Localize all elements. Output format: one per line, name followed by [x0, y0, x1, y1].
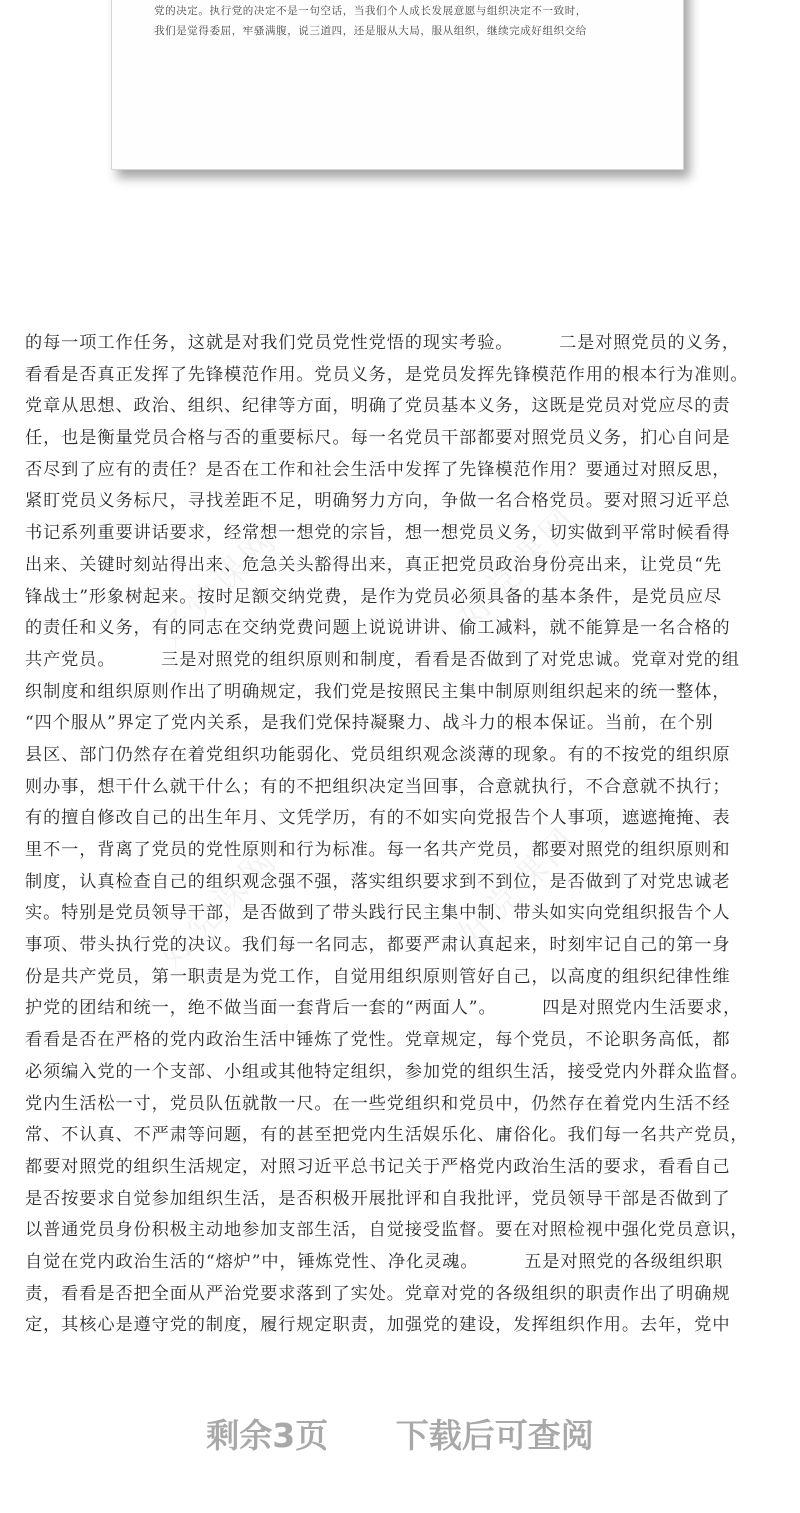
text-line: 都要对照党的组织生活规定，对照习近平总书记关于严格党内政治生活的要求，看看自己 — [25, 1156, 731, 1177]
watermark: 好党课网 — [450, 819, 587, 955]
text-line: 的责任和义务，有的同志在交纳党费问题上说说讲讲、偷工减料，就不能算是一名合格的 — [25, 618, 731, 639]
text-line: 看看是否真正发挥了先锋模范作用。党员义务，是党员发挥先锋模范作用的根本行为准则。 — [25, 364, 749, 385]
text-line: 书记系列重要讲话要求，经常想一想党的宗旨，想一想党员义务，切实做到平常时候看得 — [25, 523, 731, 544]
text-line: 共产党员。 三是对照党的组织原则和制度，看看是否做到了对党忠诚。党章对党的组 — [25, 649, 740, 670]
text-line: 紧盯党员义务标尺，寻找差距不足，明确努力方向，争做一名合格党员。要对照习近平总 — [25, 491, 731, 512]
download-to-view-label[interactable]: 下载后可查阅 — [395, 1416, 594, 1455]
remaining-pages-label[interactable]: 剩余3页 — [206, 1416, 329, 1455]
text-line: 锋战士”形象树起来。按时足额交纳党费，是作为党员必须具备的基本条件，是党员应尽 — [25, 586, 723, 607]
text-line: 事项、带头执行党的决议。我们每一名同志，都要严肃认真起来，时刻牢记自己的第一身 — [25, 935, 731, 956]
document-body — [25, 331, 785, 1345]
watermark: 好党课网 — [450, 499, 587, 635]
text-line: 定，其核心是遵守党的制度，履行规定职责，加强党的建设，发挥组织作用。去年，党中 — [25, 1315, 731, 1336]
text-line: 县区、部门仍然存在着党组织功能弱化、党员组织观念淡薄的现象。有的不按党的组织原 — [25, 744, 731, 765]
text-line: 有的擅自修改自己的出生年月、文凭学历，有的不如实向党报告个人事项，遮遮掩掩、表 — [25, 808, 731, 829]
watermark: 好党课网 — [150, 519, 287, 655]
text-line: 自觉在党内政治生活的“熔炉”中，锤炼党性、净化灵魂。 五是对照党的各级组织职 — [25, 1251, 724, 1272]
text-line: 份是共产党员，第一职责是为党工作，自觉用组织原则管好自己，以高度的组织纪律性维 — [25, 966, 731, 987]
text-line: 必须编入党的一个支部、小组或其他特定组织，参加党的组织生活，接受党内外群众监督。 — [25, 1061, 749, 1082]
text-line: 责，看看是否把全面从严治党要求落到了实处。党章对党的各级组织的职责作出了明确规 — [25, 1283, 731, 1304]
preview-line: 我们是觉得委屈，牢骚满腹，说三道四，还是服从大局，服从组织，继续完成好组织交给 — [154, 25, 587, 37]
text-line: 任，也是衡量党员合格与否的重要标尺。每一名党员干部都要对照党员义务，扪心自问是 — [25, 428, 731, 449]
text-line: 织制度和组织原则作出了明确规定，我们党是按照民主集中制原则组织起来的统一整体， — [25, 681, 731, 702]
text-line: 是否按要求自觉参加组织生活，是否积极开展批评和自我批评，党员领导干部是否做到了 — [25, 1188, 731, 1209]
text-line: 党内生活松一寸，党员队伍就散一尺。在一些党组织和党员中，仍然存在着党内生活不经 — [25, 1093, 731, 1114]
download-prompt[interactable] — [0, 1410, 800, 1457]
preview-line: 党的决定。执行党的决定不是一句空话，当我们个人成长发展意愿与组织决定不一致时， — [154, 5, 587, 17]
text-line: 的每一项工作任务，这就是对我们党员党性党悟的现实考验。 二是对照党员的义务， — [25, 333, 740, 353]
text-line: 否尽到了应有的责任？是否在工作和社会生活中发挥了先锋模范作用？要通过对照反思， — [25, 459, 731, 480]
text-line: 实。特别是党员领导干部，是否做到了带头践行民主集中制、带头如实向党组织报告个人 — [25, 903, 731, 924]
text-line: 则办事，想干什么就干什么；有的不把组织决定当回事，合意就执行，不合意就不执行； — [25, 776, 731, 797]
text-line: 常、不认真、不严肃等问题，有的甚至把党内生活娱乐化、庸俗化。我们每一名共产党员， — [25, 1125, 749, 1146]
text-line: 以普通党员身份积极主动地参加支部生活，自觉接受监督。要在对照检视中强化党员意识， — [25, 1220, 749, 1241]
text-line: 党章从思想、政治、组织、纪律等方面，明确了党员基本义务，这既是党员对党应尽的责 — [25, 396, 731, 417]
text-line: 看看是否在严格的党内政治生活中锤炼了党性。党章规定，每个党员，不论职务高低，都 — [25, 1030, 731, 1051]
text-line: 护党的团结和统一，绝不做当面一套背后一套的“两面人”。 四是对照党内生活要求， — [25, 998, 742, 1019]
text-line: “四个服从”界定了党内关系，是我们党保持凝聚力、战斗力的根本保证。当前，在个别 — [25, 713, 714, 734]
text-line: 出来、关键时刻站得出来、危急关头豁得出来，真正把党员政治身份亮出来，让党员“先 — [25, 554, 723, 575]
preview-page-card — [111, 0, 684, 170]
text-line: 里不一，背离了党员的党性原则和行为标准。每一名共产党员，都要对照党的组织原则和 — [25, 840, 731, 860]
text-line: 制度，认真检查自己的组织观念强不强，落实组织要求到不到位，是否做到了对党忠诚老 — [25, 871, 731, 892]
watermark: 好党课网 — [150, 839, 287, 975]
